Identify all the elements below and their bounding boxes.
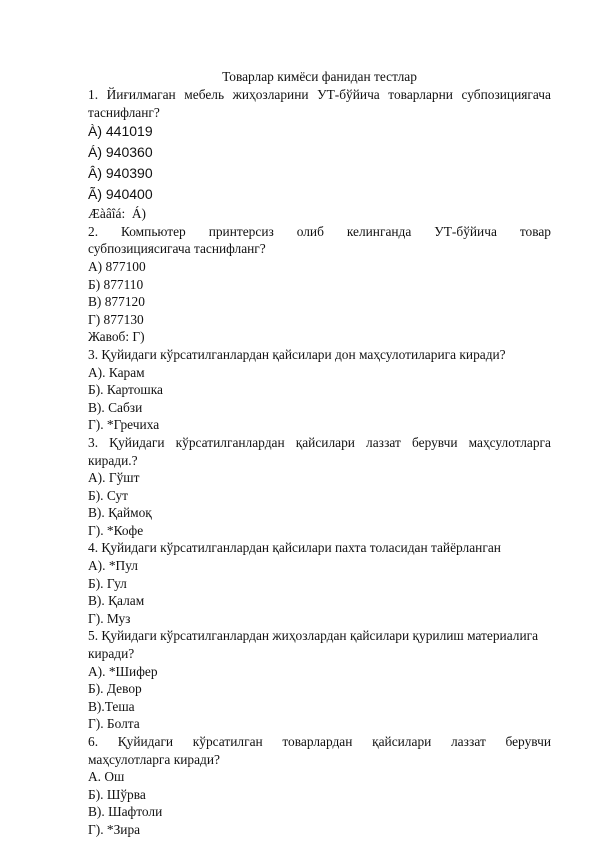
question-3-option-c: В). Сабзи bbox=[88, 399, 143, 415]
question-3b bbox=[88, 434, 551, 540]
question-2-option-c: В) 877120 bbox=[88, 294, 145, 310]
question-1-text: 1. Йиғилмаган мебель жиҳозларини УТ-бўйича товарларни субпозициягача таснифланг? bbox=[88, 87, 551, 120]
question-6 bbox=[88, 733, 551, 839]
document-page bbox=[88, 68, 551, 839]
question-1-option-c: Â) 940390 bbox=[88, 165, 153, 182]
question-3-option-a: А). Карам bbox=[88, 364, 145, 380]
question-1-option-b: Á) 940360 bbox=[88, 144, 153, 161]
question-5-option-b: Б). Девор bbox=[88, 681, 142, 697]
question-2-option-d: Г) 877130 bbox=[88, 311, 144, 327]
question-4-option-b: Б). Гул bbox=[88, 575, 127, 591]
question-3-text: 3. Қуйидаги кўрсатилганлардан қайсилари дон маҳсулотиларига киради? bbox=[88, 346, 506, 362]
question-2-text-line-1: 2. Компьютер принтерсиз олиб келинганда УТ-бўйича товар bbox=[88, 223, 551, 239]
question-6-option-b: Б). Шўрва bbox=[88, 786, 146, 802]
question-2-answer: Жавоб: Г) bbox=[88, 329, 145, 345]
question-3 bbox=[88, 346, 551, 434]
question-3-option-d: Г). *Гречиха bbox=[88, 417, 160, 433]
question-6-option-c: В). Шафтоли bbox=[88, 804, 163, 820]
question-6-text-line-1: 6. Қуйидаги кўрсатилган товарлардан қайсилари лаззат берувчи bbox=[88, 734, 551, 749]
question-3b-option-d: Г). *Кофе bbox=[88, 522, 144, 538]
question-4-text: 4. Қуйидаги кўрсатилганлардан қайсилари пахта толасидан тайёрланган bbox=[88, 540, 501, 556]
question-3b-text-line-1: 3. Қуйидаги кўрсатилганлардан қайсилари лаззат берувчи маҳсулотларга bbox=[88, 434, 551, 450]
question-5-text-line-2: киради? bbox=[88, 646, 135, 662]
question-6-option-d: Г). *Зира bbox=[88, 821, 141, 837]
question-3b-option-c: В). Қаймоқ bbox=[88, 505, 152, 521]
question-6-text-line-2: маҳсулотларга киради? bbox=[88, 751, 220, 767]
document-title: Товарлар кимёси фанидан тестлар bbox=[222, 69, 417, 84]
question-5 bbox=[88, 627, 551, 733]
question-3-option-b: Б). Картошка bbox=[88, 382, 163, 398]
question-1-option-d: Ã) 940400 bbox=[88, 186, 153, 203]
question-5-option-c: В).Теша bbox=[88, 698, 135, 714]
question-1-answer: Æàâîá: Á) bbox=[88, 206, 147, 222]
question-3b-option-a: А). Гўшт bbox=[88, 470, 140, 486]
question-2-option-b: Б) 877110 bbox=[88, 276, 144, 292]
question-1 bbox=[88, 86, 551, 223]
question-6-option-a: А. Ош bbox=[88, 769, 125, 785]
question-5-text-line-1: 5. Қуйидаги кўрсатилганлардан жиҳозлардан қайсилари қурилиш материалига bbox=[88, 628, 539, 644]
question-3b-text-line-2: киради.? bbox=[88, 452, 138, 468]
question-2-option-a: А) 877100 bbox=[88, 258, 146, 274]
question-4-option-c: В). Қалам bbox=[88, 593, 145, 609]
question-1-option-a: À) 441019 bbox=[88, 123, 153, 140]
question-4-option-d: Г). Муз bbox=[88, 610, 131, 626]
question-4 bbox=[88, 539, 551, 627]
question-5-option-a: А). *Шифер bbox=[88, 663, 158, 679]
question-5-option-d: Г). Болта bbox=[88, 716, 140, 732]
question-4-option-a: А). *Пул bbox=[88, 558, 138, 574]
question-2-text-line-2: субпозициясигача таснифланг? bbox=[88, 241, 266, 257]
question-3b-option-b: Б). Сут bbox=[88, 487, 128, 503]
question-2 bbox=[88, 223, 551, 346]
